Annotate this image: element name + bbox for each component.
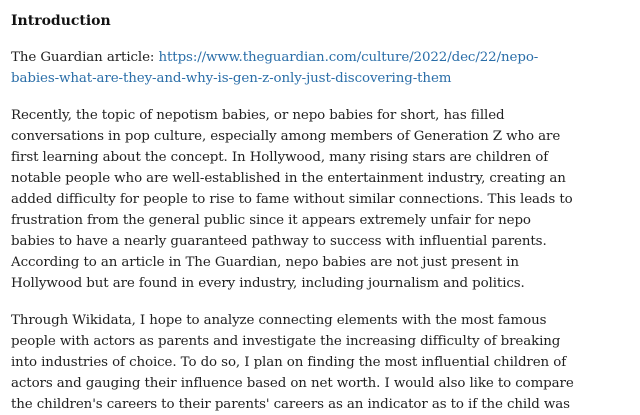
paragraph-line: into industries of choice. To do so, I plan on finding the most influential children of: [11, 355, 567, 370]
paragraph-line: people with actors as parents and investigate the increasing difficulty of breaking: [11, 334, 561, 349]
paragraph-line: Recently, the topic of nepotism babies, or nepo babies for short, has filled: [11, 108, 505, 123]
intro-paragraph-2: [11, 310, 626, 415]
paragraph-line: frustration from the general public since it appears extremely unfair for nepo: [11, 213, 531, 228]
guardian-article-link[interactable]: https://www.theguardian.com/culture/2022/dec/22/nepo-: [158, 50, 539, 65]
paragraph-line: notable people who are well-established in the entertainment industry, creating an: [11, 171, 566, 186]
article-reference-line-1: [11, 47, 626, 68]
article-reference: [11, 47, 626, 89]
paragraph-line: According to an article in The Guardian, nepo babies are not just present in: [11, 255, 519, 270]
paragraph-line: actors and gauging their influence based on net worth. I would also like to compare: [11, 376, 574, 391]
intro-paragraph-1: [11, 105, 626, 294]
article-label: The Guardian article:: [11, 50, 159, 65]
paragraph-line: first learning about the concept. In Hollywood, many rising stars are children of: [11, 150, 549, 165]
paragraph-line: Hollywood but are found in every industry, including journalism and politics.: [11, 276, 525, 291]
paragraph-line: the children's careers to their parents' careers as an indicator as to if the child was: [11, 397, 570, 412]
section-heading: Introduction: [11, 13, 111, 29]
paragraph-line: babies to have a nearly guaranteed pathway to success with influential parents.: [11, 234, 547, 249]
paragraph-line: added difficulty for people to rise to fame without similar connections. This leads to: [11, 192, 573, 207]
paragraph-line: conversations in pop culture, especially among members of Generation Z who are: [11, 129, 561, 144]
guardian-article-link-continued[interactable]: babies-what-are-they-and-why-is-gen-z-only-just-discovering-them: [11, 71, 452, 86]
article-reference-line-2: [11, 68, 626, 89]
paragraph-line: Through Wikidata, I hope to analyze connecting elements with the most famous: [11, 313, 547, 328]
